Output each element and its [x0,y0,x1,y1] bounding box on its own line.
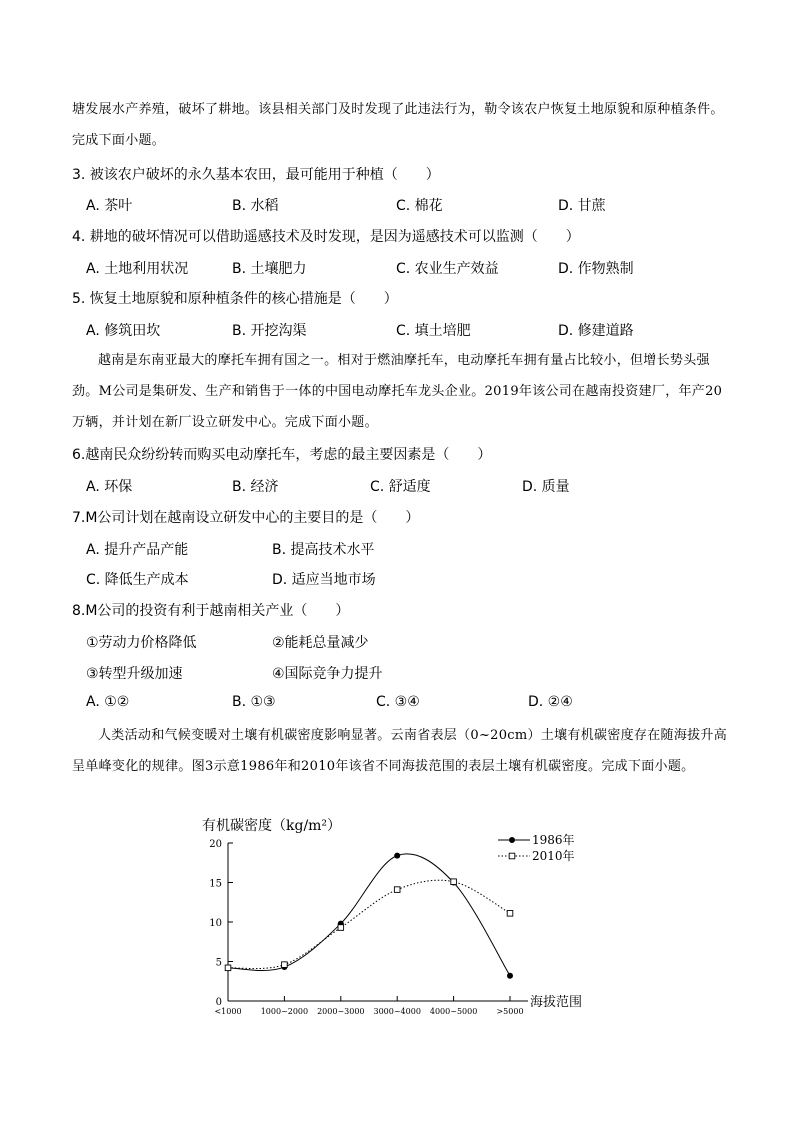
data-point-1986年 [507,973,513,979]
x-tick-label: 2000~3000 [317,1007,365,1016]
intro-paragraph-1: 塘发展水产养殖，破坏了耕地。该县相关部门及时发现了此违法行为，勒令该农户恢复土地原貌和原种植条件。完成下面小题。 [72,102,724,148]
q7-option-a[interactable]: A. 提升产品产能 [86,542,189,558]
question-3-stem: 3. 被该农户破坏的永久基本农田，最可能用于种植（ ） [72,167,440,183]
data-point-2010年 [394,887,400,893]
data-point-2010年 [338,925,344,931]
y-tick-label: 0 [215,997,222,1008]
chart-series [225,853,513,979]
q6-option-b[interactable]: B. 经济 [232,479,279,495]
chart-ticks [209,839,523,1016]
q4-option-c[interactable]: C. 农业生产效益 [396,261,499,277]
q4-option-d[interactable]: D. 作物熟制 [558,261,634,277]
data-point-1986年 [394,853,400,859]
data-point-2010年 [282,962,288,968]
q8-item-4: ④国际竞争力提升 [272,666,383,682]
y-tick-label: 5 [215,957,222,969]
intro-paragraph-3: 人类活动和气候变暖对土壤有机碳密度影响显著。云南省表层（0~20cm）土壤有机碳密度存在随海拔升高呈单峰变化的规律。图3示意1986年和2010年该省不同海拔范围的表层土壤有机碳密度。完成下面小题。 [72,728,728,774]
data-point-2010年 [507,911,513,917]
question-4-stem: 4. 耕地的破坏情况可以借助遥感技术及时发现，是因为遥感技术可以监测（ ） [72,229,580,245]
question-6-stem: 6.越南民众纷纷转而购买电动摩托车，考虑的最主要因素是（ ） [72,447,492,463]
q8-option-d[interactable]: D. ②④ [528,694,573,710]
legend-marker [509,837,515,843]
q8-item-2: ②能耗总量减少 [272,635,369,651]
q8-option-a[interactable]: A. ①② [86,694,130,710]
x-tick-label: 1000~2000 [260,1007,309,1016]
q3-option-d[interactable]: D. 甘蔗 [558,198,606,214]
chart-axes [228,843,528,1001]
q5-option-c[interactable]: C. 填土培肥 [396,323,471,339]
question-7-stem: 7.M公司计划在越南设立研发中心的主要目的是（ ） [72,510,420,526]
series-line-2010年 [228,880,510,968]
q8-item-3: ③转型升级加速 [86,666,183,682]
q5-option-b[interactable]: B. 开挖沟渠 [232,323,307,339]
question-8-stem: 8.M公司的投资有利于越南相关产业（ ） [72,603,350,619]
q5-option-a[interactable]: A. 修筑田坎 [86,323,161,339]
q6-option-d[interactable]: D. 质量 [522,479,570,495]
q8-item-1: ①劳动力价格降低 [86,635,197,651]
q8-option-b[interactable]: B. ①③ [232,694,276,710]
question-5-stem: 5. 恢复土地原貌和原种植条件的核心措施是（ ） [72,291,398,307]
intro-paragraph-2: 越南是东南亚最大的摩托车拥有国之一。相对于燃油摩托车，电动摩托车拥有量占比较小，但增长势头强劲。M公司是集研发、生产和销售于一体的中国电动摩托车龙头企业。2019年该公司在越南投资建厂，年产20万辆，并计划在新厂设立研发中心。完成下面小题。 [72,353,723,430]
legend-marker [509,853,515,859]
y-axis-label: 有机碳密度（kg/m²） [202,818,342,834]
q3-option-b[interactable]: B. 水稻 [232,198,279,214]
q3-option-a[interactable]: A. 茶叶 [86,198,133,214]
chart-legend [498,832,575,863]
y-tick-label: 10 [209,918,222,929]
data-point-2010年 [451,879,457,885]
legend-label: 2010年 [532,849,575,863]
x-tick-label: 3000~4000 [373,1007,421,1016]
q4-option-b[interactable]: B. 土壤肥力 [232,261,307,277]
x-axis-label: 海拔范围 [530,995,583,1010]
x-tick-label: >5000 [496,1007,524,1016]
series-line-1986年 [228,854,510,976]
x-tick-label: <1000 [214,1007,242,1016]
q7-option-c[interactable]: C. 降低生产成本 [86,572,189,588]
soil-carbon-chart [190,808,610,1023]
q8-option-c[interactable]: C. ③④ [376,694,420,710]
y-tick-label: 15 [209,878,222,890]
data-point-2010年 [225,965,231,971]
x-tick-label: 4000~5000 [429,1007,478,1016]
legend-label: 1986年 [532,833,575,847]
q7-option-b[interactable]: B. 提高技术水平 [272,542,375,558]
q4-option-a[interactable]: A. 土地利用状况 [86,261,189,277]
q6-option-c[interactable]: C. 舒适度 [370,479,431,495]
q7-option-d[interactable]: D. 适应当地市场 [272,572,376,588]
y-tick-label: 20 [209,839,222,850]
q3-option-c[interactable]: C. 棉花 [396,198,443,214]
q6-option-a[interactable]: A. 环保 [86,479,133,495]
q5-option-d[interactable]: D. 修建道路 [558,323,634,339]
